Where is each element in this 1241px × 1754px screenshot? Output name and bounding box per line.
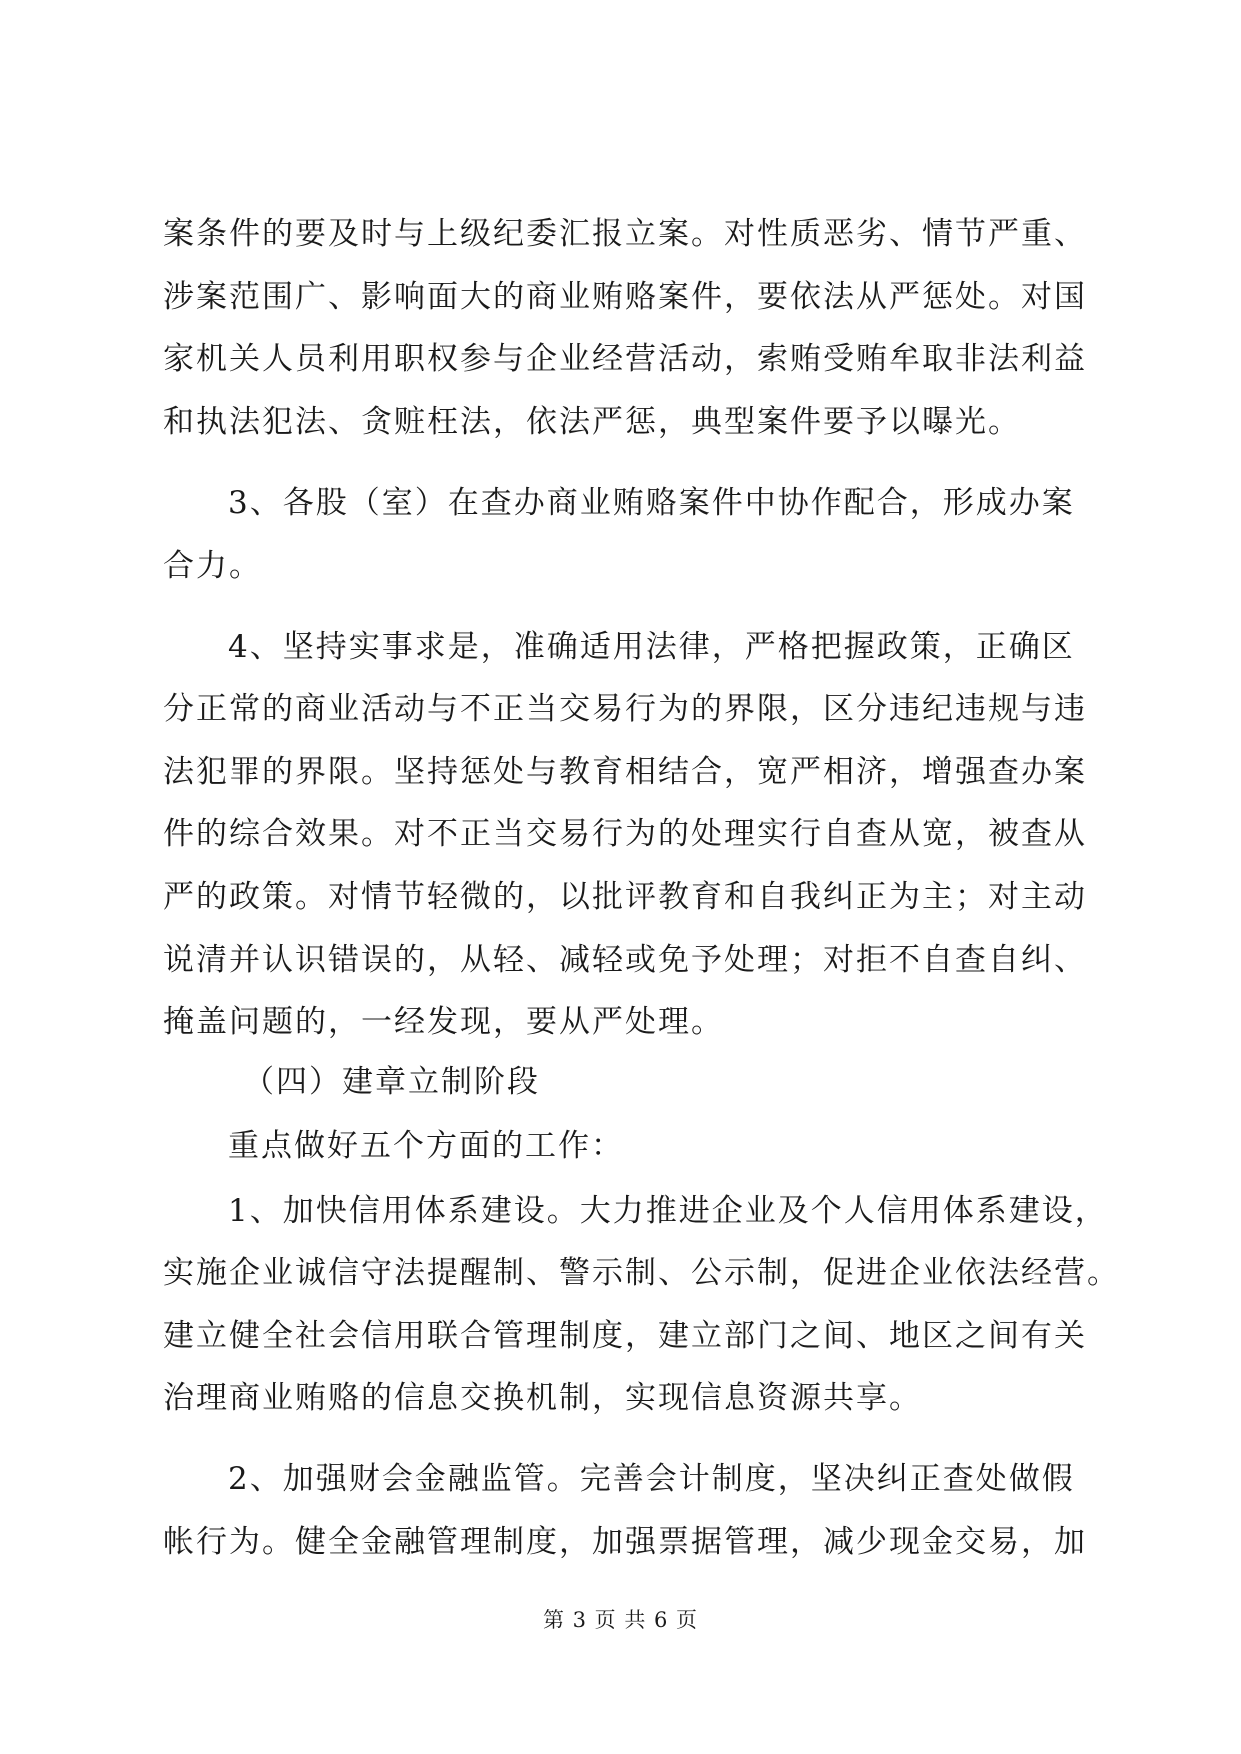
text-line: 2、加强财会金融监管。完善会计制度，坚决纠正查处做假	[228, 1461, 1075, 1497]
text-line: 严的政策。对情节轻微的，以批评教育和自我纠正为主；对主动	[163, 879, 1087, 915]
page-number-footer: 第 3 页 共 6 页	[542, 1608, 699, 1632]
text-line: 家机关人员利用职权参与企业经营活动，索贿受贿牟取非法利益	[163, 341, 1087, 377]
text-line: 法犯罪的界限。坚持惩处与教育相结合，宽严相济，增强查办案	[163, 754, 1087, 790]
text-line: 说清并认识错误的，从轻、减轻或免予处理；对拒不自查自纠、	[163, 942, 1087, 978]
text-line: 分正常的商业活动与不正当交易行为的界限，区分违纪违规与违	[163, 691, 1087, 727]
text-line: 重点做好五个方面的工作：	[228, 1128, 624, 1164]
text-line: 和执法犯法、贪赃枉法，依法严惩，典型案件要予以曝光。	[163, 404, 1021, 440]
text-line: 掩盖问题的，一经发现，要从严处理。	[163, 1004, 724, 1040]
text-line: 建立健全社会信用联合管理制度，建立部门之间、地区之间有关	[163, 1318, 1087, 1354]
section-heading: （四）建章立制阶段	[243, 1064, 540, 1100]
text-line: 涉案范围广、影响面大的商业贿赂案件，要依法从严惩处。对国	[163, 279, 1087, 315]
text-line: 件的综合效果。对不正当交易行为的处理实行自查从宽，被查从	[163, 816, 1087, 852]
text-line: 4、坚持实事求是，准确适用法律，严格把握政策，正确区	[228, 629, 1075, 665]
text-line: 合力。	[163, 548, 262, 584]
text-line: 治理商业贿赂的信息交换机制，实现信息资源共享。	[163, 1380, 922, 1416]
text-line: 案条件的要及时与上级纪委汇报立案。对性质恶劣、情节严重、	[163, 216, 1087, 252]
text-line: 实施企业诚信守法提醒制、警示制、公示制，促进企业依法经营。	[163, 1255, 1120, 1291]
text-line: 1、加快信用体系建设。大力推进企业及个人信用体系建设，	[228, 1193, 1108, 1229]
text-line: 帐行为。健全金融管理制度，加强票据管理，减少现金交易，加	[163, 1524, 1087, 1560]
text-line: 3、各股（室）在查办商业贿赂案件中协作配合，形成办案	[228, 485, 1075, 521]
